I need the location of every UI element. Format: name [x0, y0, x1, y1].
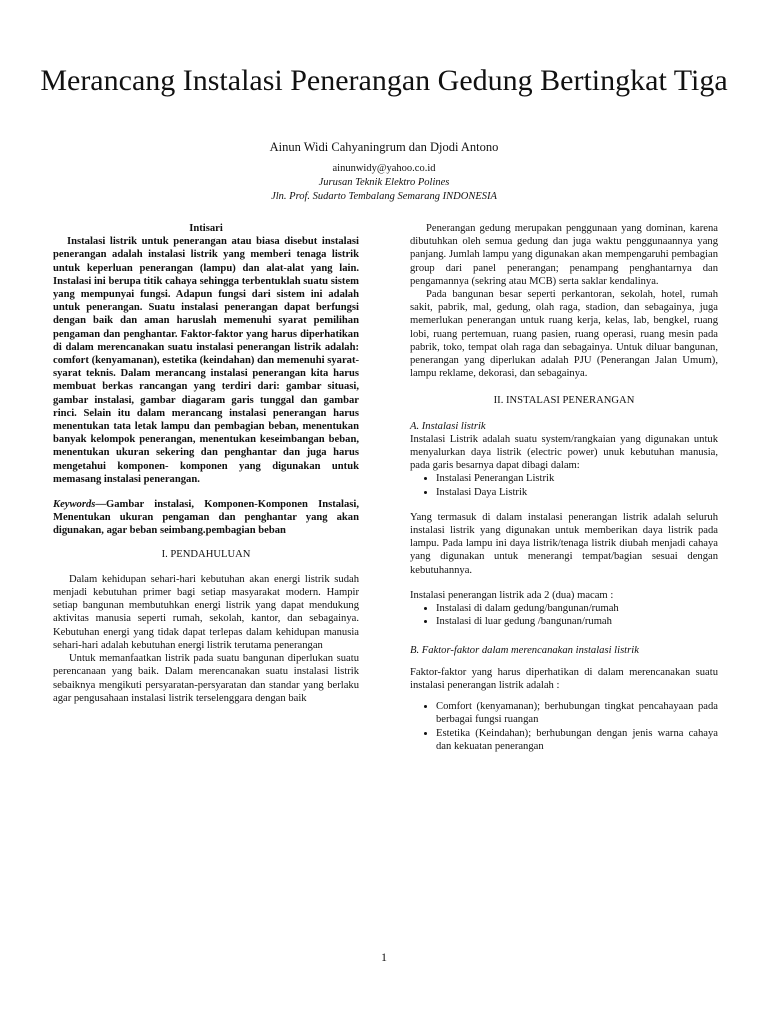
- subsection-b-text: Faktor-faktor yang harus diperhatikan di dalam merencanakan suatu instalasi penerangan listrik adalah :: [410, 666, 718, 691]
- list-item: • Instalasi Daya Listrik: [436, 486, 718, 499]
- list-item: • Comfort (kenyamanan); berhubungan tingkat pencahayaan pada berbagai fungsi ruangan: [436, 700, 718, 726]
- keywords-label: Keywords: [53, 499, 96, 511]
- abstract-heading: Intisari: [189, 223, 223, 234]
- right-paragraph-4: Instalasi penerangan listrik ada 2 (dua) macam :: [410, 589, 614, 601]
- list-item: • Instalasi di luar gedung /bangunan/rumah: [436, 615, 718, 628]
- subsection-a-text: Instalasi Listrik adalah suatu system/rangkaian yang digunakan untuk menyalurkan daya listrik (electric power) unuk kebutuhan manusia, pada garis besarnya dapat dibagi dalam:: [410, 433, 718, 472]
- left-column: [53, 222, 359, 705]
- paper-title: Merancang Instalasi Penerangan Gedung Bertingkat Tiga: [40, 64, 728, 97]
- list-item: • Instalasi di dalam gedung/bangunan/rumah: [436, 602, 718, 615]
- author-email: ainunwidy@yahoo.co.id: [332, 163, 436, 174]
- right-paragraph-2: Pada bangunan besar seperti perkantoran, sekolah, hotel, rumah sakit, pabrik, mal, gedung, olah raga, stadion, dan sebagainya, juga memerlukan penerangan untuk ruang kerja, kelas, lab, bengkel, ruang lobi, ruang pertemuan, ruang pasien, ruang operasi, ruang mesin pada pabrik, toko, tempat olah raga dan sebagainya. Untuk diluar bangunan, penerangan yang diperlukan adalah PJU (Penerangan Jalan Umum), lampu reklame, dekorasi, dan sebagainya.: [410, 289, 718, 380]
- subsection-a-heading: A. Instalasi listrik: [410, 420, 486, 432]
- right-column: [410, 222, 718, 753]
- keywords: [53, 498, 359, 538]
- list-item: • Instalasi Penerangan Listrik: [436, 472, 718, 485]
- list-c: [410, 700, 718, 753]
- department: Jurusan Teknik Elektro Polines: [318, 177, 450, 188]
- list-item: • Estetika (Keindahan); berhubungan dengan jenis warna cahaya dan kekuatan penerangan: [436, 727, 718, 753]
- section-1-paragraph-1: Dalam kehidupan sehari-hari kebutuhan akan energi listrik sudah menjadi kebutuhan primer bagi setiap masyarakat modern. Hampir setiap bangunan membutuhkan energi listrik yang dapat mendukung aktivitas manusia seperti rumah, sekolah, kantor, dan sebagainya. Kebutuhan energi yang tidak dapat terlepas dalam kehidupan manusia sehari-hari adalah kebutuhan energi listrik terutama penerangan: [53, 573, 359, 651]
- section-1-paragraph-2: Untuk memanfaatkan listrik pada suatu bangunan diperlukan suatu perencanaan yang baik. Dalam merencanakan suatu instalasi listrik sebaiknya mengikuti persyaratan-persyaratan dan standar yang berlaku agar pengusahaan instalasi listrik terselenggara dengan baik: [53, 653, 359, 704]
- address: Jln. Prof. Sudarto Tembalang Semarang INDONESIA: [271, 191, 497, 202]
- subsection-b-heading: B. Faktor-faktor dalam merencanakan instalasi listrik: [410, 645, 639, 657]
- keywords-text: —Gambar instalasi, Komponen-Komponen Instalasi, Menentukan ukuran pengaman dan penghantar yang akan digunakan, agar beban seimbang.pembagian beban: [53, 499, 359, 537]
- list-a: [410, 472, 718, 498]
- affiliation: [0, 162, 768, 204]
- right-paragraph-3: Yang termasuk di dalam instalasi penerangan listrik adalah seluruh instalasi listrik yang digunakan untuk memberikan daya listrik pada lampu. Pada lampu ini daya listrik/tenaga listrik diubah menjadi cahaya yang digunakan untuk menerangi tempat/bagian sesuai dengan kebutuhannya.: [410, 511, 718, 576]
- list-b: [410, 602, 718, 628]
- page-number: 1: [381, 950, 387, 964]
- section-1-heading: I. PENDAHULUAN: [161, 548, 251, 560]
- section-2-heading: II. INSTALASI PENERANGAN: [493, 395, 635, 407]
- abstract-body: Instalasi listrik untuk penerangan atau biasa disebut instalasi penerangan adalah instalasi listrik yang memberi tenaga listrik untuk keperluan penerangan (lampu) dan alat-alat yang lain. Instalasi ini berupa titik cahaya sehingga terbentuklah suatu sistem yang mempunyai fungsi. Adapun fungsi dari sistem ini adalah untuk penerangan. Suatu instalasi penerangan dapat berfungsi dengan baik dan aman haruslah memenuhi syarat pemilihan pengaman dan penghantar. Faktor-faktor yang harus diperhatikan di dalam merencanakan suatu instalasi penerangan listrik adalah: comfort (kenyamanan), estetika (keindahan) dan memenuhi syarat-syarat teknis. Dalam merancang instalasi penerangan kita harus membuat berkas rancangan yang terdiri dari: gambar situasi, gambar instalasi, gambar diagaram garis tunggal dan gambar rinci. Selain itu dalam merancang instalasi penerangan harus menentukan tata letak lampu dan pembagian beban, menentukan banyak kelompok penerangan, menentukan keseimbangan beban, menentukan ukuran sekering dan penghantar dan juga harus mengetahui komponen- komponen yang digunakan untuk memasang instalasi penerangan.: [53, 236, 359, 485]
- right-paragraph-1: Penerangan gedung merupakan penggunaan yang dominan, karena dibutuhkan oleh semua gedung dan juga waktu penggunaannya yang panjang. Jumlah lampu yang digunakan akan mempengaruhi pembagian group dari panel penerangan; penampang penghantarnya dan pengamannya (sekring atau MCB) serta saklar kendalinya.: [410, 223, 718, 287]
- authors: Ainun Widi Cahyaningrum dan Djodi Antono: [269, 140, 499, 154]
